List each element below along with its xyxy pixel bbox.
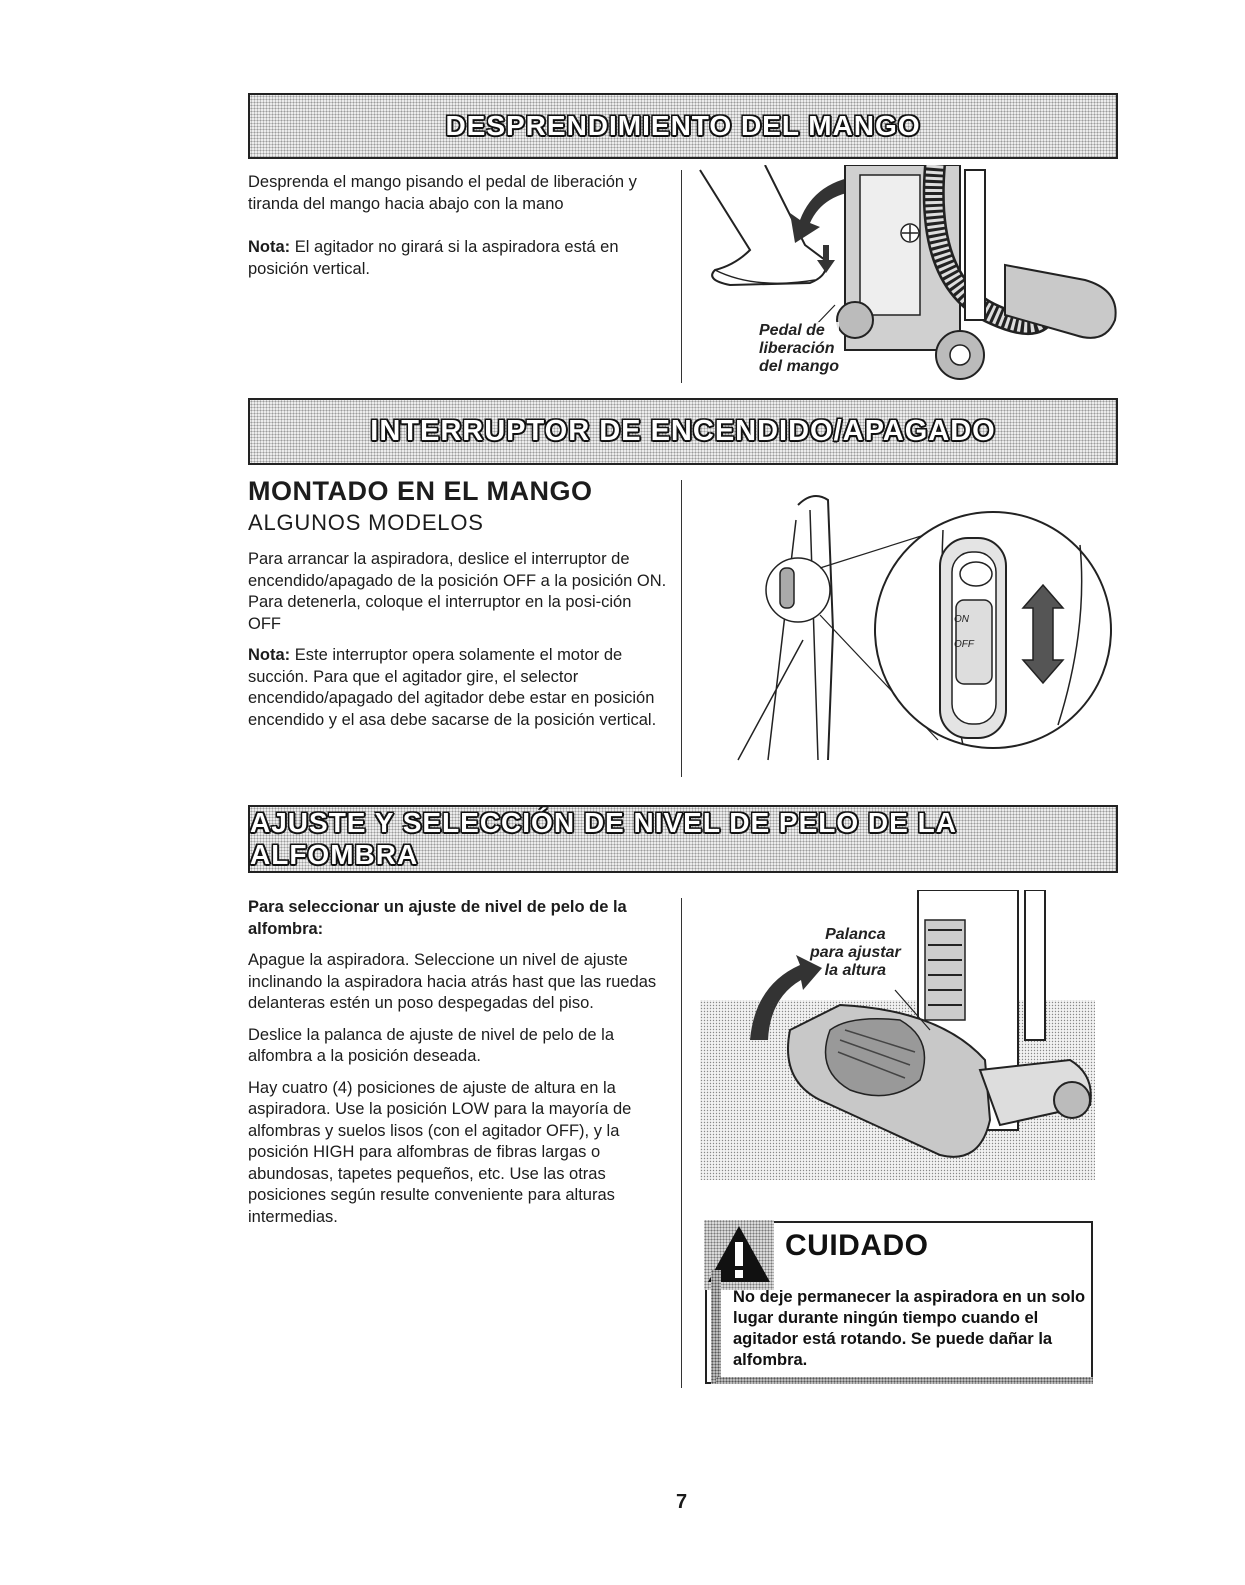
caution-title: CUIDADO xyxy=(785,1229,929,1262)
switch-heading: MONTADO EN EL MANGO xyxy=(248,476,593,506)
column-divider xyxy=(681,480,682,777)
section-banner-handle-release xyxy=(248,93,1118,159)
switch-note xyxy=(248,645,668,731)
caption-line: la altura xyxy=(824,962,887,979)
note-label: Nota: xyxy=(248,646,291,664)
caption-line: Palanca xyxy=(825,926,886,943)
power-switch-illustration xyxy=(728,490,1113,770)
column-divider xyxy=(681,898,682,1388)
switch-on-label: ON xyxy=(954,614,969,625)
pedal-caption xyxy=(759,322,839,376)
section-title: INTERRUPTOR DE ENCENDIDO/APAGADO xyxy=(370,415,996,447)
lever-caption xyxy=(810,926,901,980)
height-paragraph-3: Hay cuatro (4) posiciones de ajuste de altura en la aspiradora. Use la posición LOW para la mayoría de alfombras y suelos lisos (con el agitador OFF), y la posición HIGH para alfombras de fibras largas o abundosas, tapetes pequeños, etc. Use las otras posiciones según resulte conveniente para alturas intermedias. xyxy=(248,1078,632,1226)
note-text: El agitador no girará si la aspiradora está en posición vertical. xyxy=(248,238,619,278)
caution-shadow-left xyxy=(711,1270,721,1384)
release-instructions xyxy=(248,172,668,280)
switch-subheading: ALGUNOS MODELOS xyxy=(248,510,484,535)
caption-line: del mango xyxy=(759,358,840,375)
caption-line: liberación xyxy=(759,340,835,357)
caution-text: No deje permanecer la aspiradora en un solo lugar durante ningún tiempo cuando el agitador está rotando. Se puede dañar la alfombra. xyxy=(733,1288,1086,1369)
section-banner-power-switch xyxy=(248,398,1118,465)
switch-off-label: OFF xyxy=(954,639,974,650)
section-title: DESPRENDIMIENTO DEL MANGO xyxy=(445,110,921,141)
release-note xyxy=(248,237,668,280)
height-lead: Para seleccionar un ajuste de nivel de pelo de la alfombra: xyxy=(248,898,627,938)
section-banner-carpet-height xyxy=(248,805,1118,873)
height-paragraph-2: Deslice la palanca de ajuste de nivel de pelo de la alfombra a la posición deseada. xyxy=(248,1025,614,1065)
caption-line: para ajustar xyxy=(810,944,901,961)
caption-line: Pedal de xyxy=(759,322,825,339)
note-text: Este interruptor opera solamente el motor de succión. Para que el agitador gire, el selector encendido/apagado del agitador debe estar en posición encendido y el asa debe sacarse de la posición vertical. xyxy=(248,646,657,729)
switch-paragraph: Para arrancar la aspiradora, deslice el interruptor de encendido/apagado de la posición OFF a la posición ON. Para detenerla, coloque el interruptor en la posi-ción OFF xyxy=(248,550,667,633)
caution-shadow-bottom xyxy=(716,1377,1093,1384)
section-title: AJUSTE Y SELECCIÓN DE NIVEL DE PELO DE LA ALFOMBRA xyxy=(250,807,956,870)
height-instructions xyxy=(248,897,668,1228)
note-label: Nota: xyxy=(248,238,291,256)
page-number: 7 xyxy=(676,1491,688,1513)
release-paragraph: Desprenda el mango pisando el pedal de liberación y tiranda del mango hacia abajo con la mano xyxy=(248,173,637,213)
switch-instructions xyxy=(248,549,668,731)
caution-box xyxy=(705,1221,1093,1384)
height-paragraph-1: Apague la aspiradora. Seleccione un nivel de ajuste inclinando la aspiradora hacia atrás hast que las ruedas delanteras estén un poso despegadas del piso. xyxy=(248,951,657,1012)
column-divider xyxy=(681,170,682,383)
